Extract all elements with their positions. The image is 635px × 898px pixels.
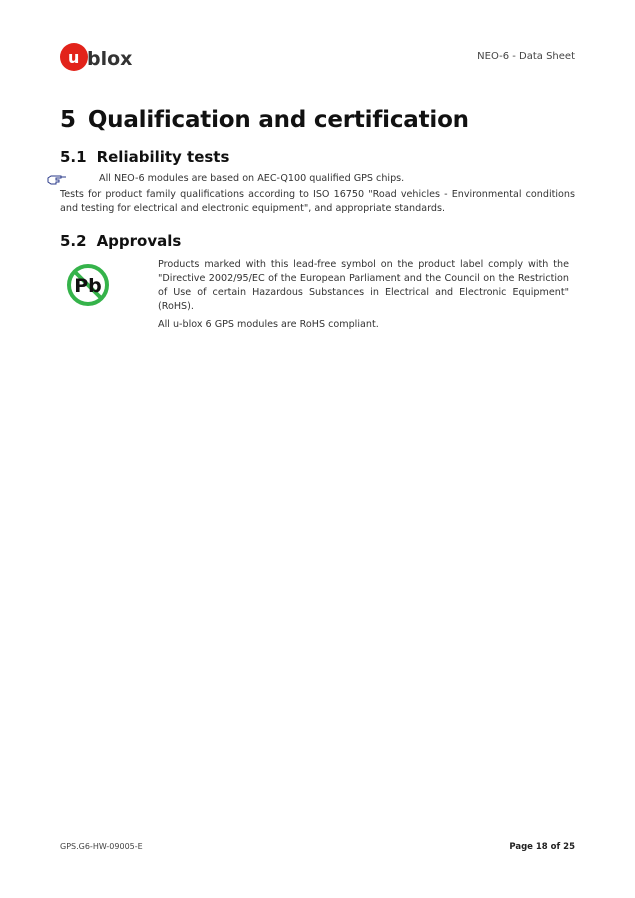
pointing-hand-icon xyxy=(47,171,67,183)
subsection-heading-reliability xyxy=(60,148,229,166)
page-number: Page 18 of 25 xyxy=(509,842,575,852)
subsection-number: 5.1 xyxy=(60,148,87,166)
note-text: All NEO-6 modules are based on AEC-Q100 qualified GPS chips. xyxy=(99,173,405,184)
subsection-number: 5.2 xyxy=(60,232,87,250)
subsection-title: Reliability tests xyxy=(96,148,230,166)
u-blox-logo xyxy=(60,41,142,73)
document-title: NEO-6 - Data Sheet xyxy=(477,51,575,62)
lead-free-icon xyxy=(66,263,110,307)
rohs-compliance-statement: All u-blox 6 GPS modules are RoHS compliant. xyxy=(158,319,379,330)
rohs-paragraph: Products marked with this lead-free symbol on the product label comply with the "Directive 2002/95/EC of the European Parliament and the Council on the Restriction of Use of certain Hazardous Substances in Electrical and Electronic Equipment" (RoHS). xyxy=(158,259,569,312)
section-number: 5 xyxy=(60,107,76,133)
svg-text:blox: blox xyxy=(87,48,133,70)
subsection-title: Approvals xyxy=(96,232,182,250)
section-title: Qualification and certification xyxy=(87,107,469,133)
lead-symbol-label: Pb xyxy=(74,275,102,297)
reliability-paragraph: Tests for product family qualifications according to ISO 16750 "Road vehicles - Environmental conditions and testing for electrical and electronic equipment", and appropriate standards. xyxy=(60,189,575,214)
document-id: GPS.G6-HW-09005-E xyxy=(60,842,143,851)
section-heading xyxy=(60,107,469,133)
approvals-text xyxy=(158,258,569,332)
subsection-heading-approvals xyxy=(60,232,181,250)
svg-text:u: u xyxy=(68,48,80,67)
